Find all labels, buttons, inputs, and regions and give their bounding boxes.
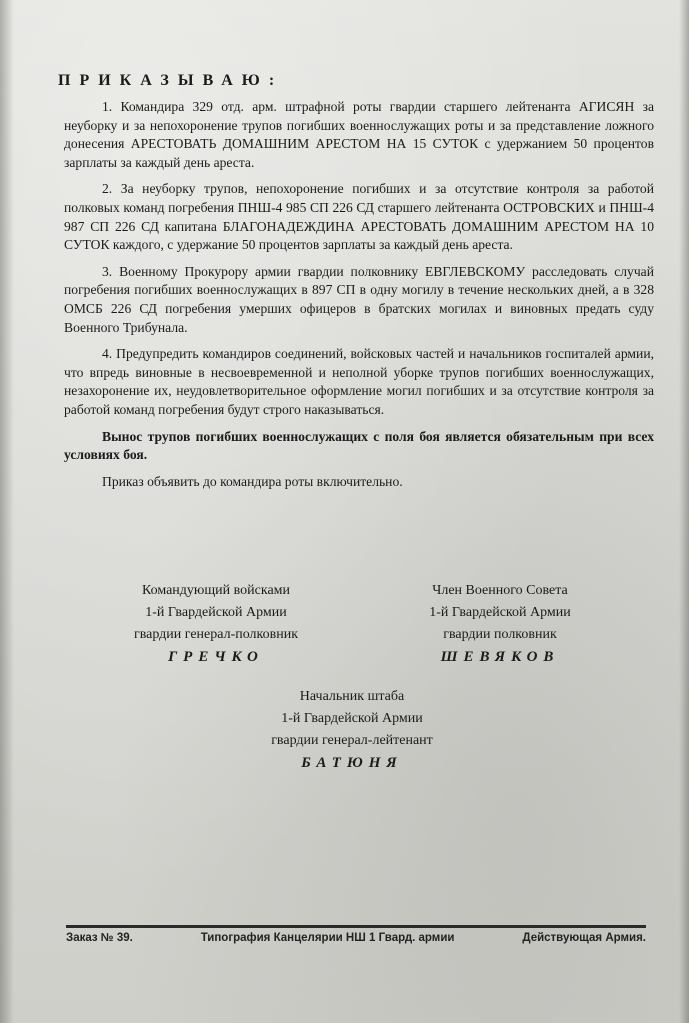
order-body [64,98,654,497]
signature-title: Командующий войсками [141,583,291,598]
footer-army: Действующая Армия. [522,932,646,944]
footer-order-number: Заказ № 39. [66,932,133,944]
signature-name: ШЕВЯКОВ [440,649,560,665]
paragraph-announcement: Приказ объявить до командира роты включительно. [102,473,403,489]
footer-divider [66,925,646,928]
footer-printer: Типография Канцелярии НШ 1 Гвард. армии [200,932,455,944]
signature-unit: 1-й Гвардейской Армии [281,711,423,726]
signature-name: БАТЮНЯ [301,755,403,771]
signature-title: Член Военного Совета [432,583,568,598]
paragraph-removal-requirement: Вынос трупов погибших военнослужащих с поля боя является обязательным при всех условиях боя. [64,428,654,463]
signature-rank: гвардии генерал-полковник [133,627,299,642]
paragraph-3: 3. Военному Прокурору армии гвардии полковнику ЕВГЛЕВСКОМУ расследовать случай погребения погибших военнослужащих в 897 СП в одну могилу в течение нескольких дней, а в 328 ОМСБ 226 СД погребения умерших офицеров в братских могилах и виновных предать суду Военного Трибунала. [64,263,654,335]
signature-title: Начальник штаба [299,689,405,704]
signature-unit: 1-й Гвардейской Армии [145,605,287,620]
print-footer [66,932,646,944]
signature-rank: гвардии полковник [443,627,557,642]
signature-name: ГРЕЧКО [168,649,264,665]
paragraph-1: 1. Командира 329 отд. арм. штрафной роты гвардии старшего лейтенанта АГИСЯН за неуборку и за непохоронение трупов погибших военнослужащих роты и за представление ложного донесения АРЕСТОВАТЬ ДОМАШНИМ АРЕСТОМ НА 15 СУТОК с удержанием 50 процентов зарплаты за каждый день ареста. [64,99,654,170]
signature-unit: 1-й Гвардейской Армии [429,605,571,620]
signature-chief-of-staff [222,686,482,774]
order-heading: ПРИКАЗЫВАЮ: [58,72,284,89]
signature-council-member [380,580,620,668]
signature-rank: гвардии генерал-лейтенант [271,733,433,748]
paragraph-4: 4. Предупредить командиров соединений, войсковых частей и начальников госпиталей армии, что впредь виновные в несвоевременной и неполной уборке трупов погибших военнослужащих, незахоронение их, неудовлетворительное оформление могил погибших и за отсутствие контроля за работой команд погребения будут строго наказываться. [64,346,654,417]
paragraph-2: 2. За неуборку трупов, непохоронение погибших и за отсутствие контроля за работой полковых команд погребения ПНШ-4 985 СП 226 СД старшего лейтенанта ОСТРОВСКИХ и ПНШ-4 987 СП 226 СД капитана БЛАГОНАДЕЖДИНА АРЕСТОВАТЬ ДОМАШНИМ АРЕСТОМ НА 10 СУТОК каждого, с удержание 50 процентов зарплаты за каждый день ареста. [64,181,654,253]
signature-commander [96,580,336,668]
